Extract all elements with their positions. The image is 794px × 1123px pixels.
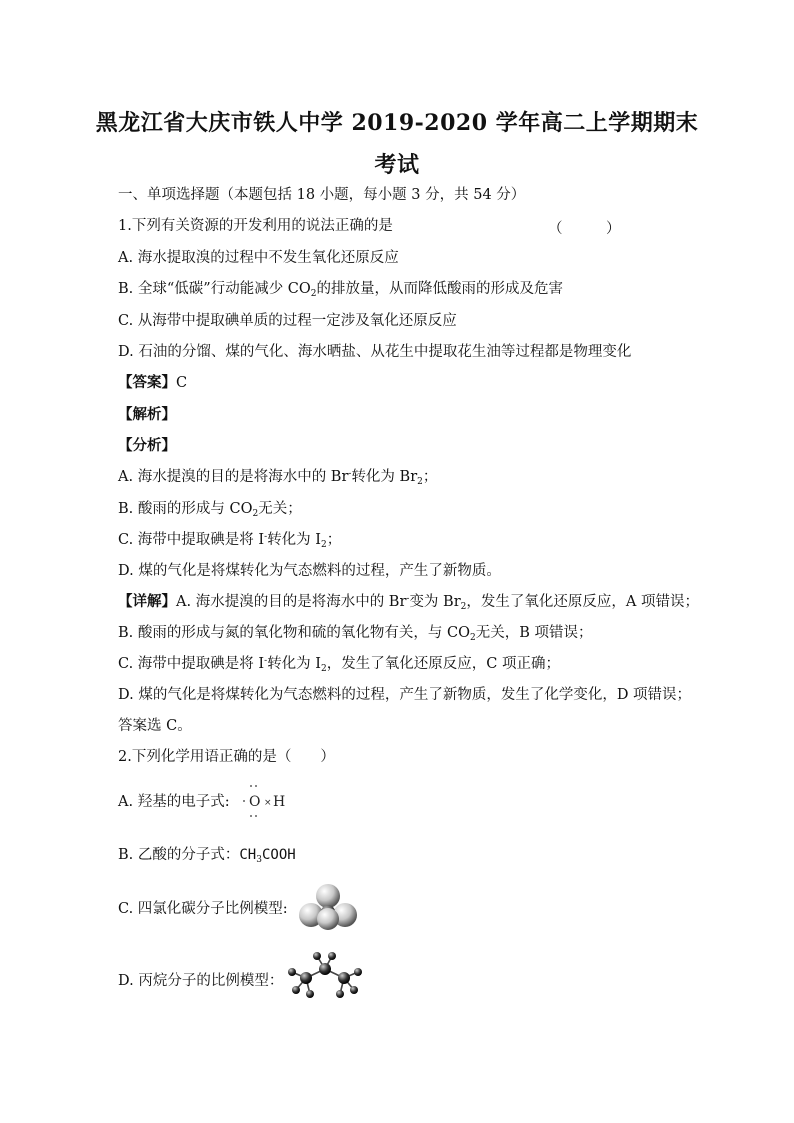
h-atom (288, 968, 296, 976)
q1-option-b: B. 全球“低碳”行动能减少 $CO_2$的排放量，从而降低酸雨的形成及危害 (118, 281, 564, 299)
electron-dot (255, 815, 257, 817)
q1-detail-a: 【详解】A. 海水提溴的目的是将海水中的 Br-变为 $Br_2$，发生了氧化还原反应，A 项错误； (118, 593, 699, 612)
hydroxyl-electron-formula (238, 780, 294, 822)
electron-dot (250, 815, 252, 817)
h-atom (354, 968, 362, 976)
q1-option-c: C. 从海带中提取碘单质的过程一定涉及氧化还原反应 (118, 313, 457, 329)
q1-fenxi-b: B. 酸雨的形成与 $CO_2$无关； (118, 501, 302, 519)
ccl4-space-filling-model (296, 882, 360, 932)
q1-option-d: D. 石油的分馏、煤的气化、海水晒盐、从花生中提取花生油等过程都是物理变化 (118, 344, 632, 360)
c-atom (338, 972, 350, 984)
q1-answer: 【答案】C (118, 374, 188, 391)
q1-analysis-label: 【解析】 (118, 406, 176, 423)
h-atom (313, 952, 321, 960)
h-atom (292, 986, 300, 994)
q1-detail-b: B. 酸雨的形成与氮的氧化物和硫的氧化物有关，与 $CO_2$无关，B 项错误； (118, 625, 593, 643)
q1-stem: 1.下列有关资源的开发利用的说法正确的是 (118, 218, 393, 234)
q2-stem: 2.下列化学用语正确的是（ ） (118, 749, 335, 765)
q1-detail-c: C. 海带中提取碘是将 I-转化为 $I_2$，发生了氧化还原反应，C 项正确； (118, 656, 560, 674)
c-atom (319, 963, 331, 975)
electron-dot (250, 785, 252, 787)
q2-option-d-label: D. 丙烷分子的比例模型： (118, 973, 284, 989)
q1-fenxi-a: A. 海水提溴的目的是将海水中的 Br-转化为 $Br_2$； (118, 469, 438, 487)
electron-dot (255, 785, 257, 787)
doc-title-line1: 黑龙江省大庆市铁人中学 2019-2020 学年高二上学期期末 (95, 110, 699, 136)
oxygen-symbol: O (249, 794, 261, 810)
electron-dot (243, 800, 245, 802)
cl-atom (316, 884, 340, 908)
h-atom (336, 990, 344, 998)
shared-electron-cross: × (264, 798, 272, 808)
h-atom (350, 986, 358, 994)
h-atom (328, 952, 336, 960)
doc-title-line2: 考试 (374, 152, 420, 178)
q1-choose: 答案选 C。 (118, 718, 192, 734)
q1-answer-paren: （ ） (548, 221, 621, 237)
q1-fenxi-c: C. 海带中提取碘是将 I-转化为 $I_2$； (118, 532, 342, 550)
q2-option-c-label: C. 四氯化碳分子比例模型: (118, 901, 288, 917)
q1-option-a: A. 海水提取溴的过程中不发生氧化还原反应 (118, 250, 399, 266)
q2-option-a-label: A. 羟基的电子式: (118, 794, 230, 810)
section-heading: 一、单项选择题（本题包括 18 小题，每小题 3 分，共 54 分） (118, 187, 526, 203)
cl-atom (317, 908, 339, 930)
hydrogen-symbol: H (273, 794, 286, 810)
h-atom (306, 990, 314, 998)
propane-ball-model (284, 948, 366, 1006)
c-atom (300, 972, 312, 984)
q1-detail-d: D. 煤的气化是将煤转化为气态燃料的过程，产生了新物质，发生了化学变化，D 项错误； (118, 687, 692, 703)
q1-fenxi-label: 【分析】 (118, 437, 176, 454)
q1-fenxi-d: D. 煤的气化是将煤转化为气态燃料的过程，产生了新物质。 (118, 563, 501, 579)
q2-option-b: B. 乙酸的分子式：$CH_3COOH$ (118, 847, 296, 865)
